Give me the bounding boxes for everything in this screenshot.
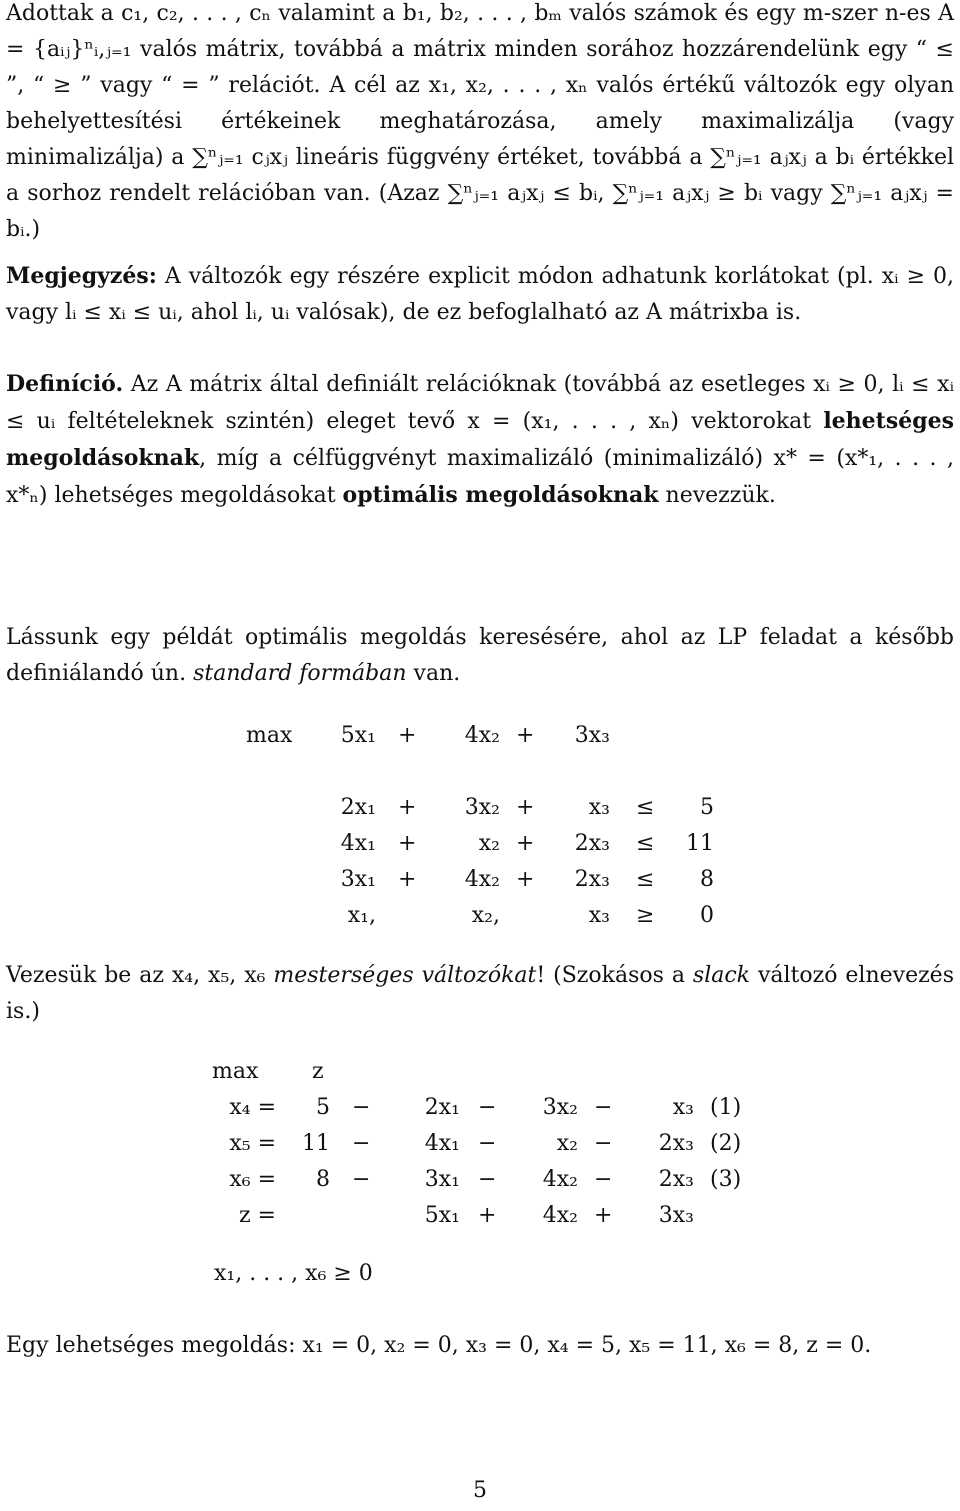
lp1-constraint-row xyxy=(0,862,960,898)
lp2-z: z xyxy=(312,1059,324,1084)
lp2-row xyxy=(0,1162,960,1198)
page-number: 5 xyxy=(473,1478,487,1503)
lp1-constraint-row xyxy=(0,826,960,862)
lp2-r3-op1: − xyxy=(352,1167,371,1192)
lp2-r2-t2: x₂ xyxy=(556,1131,578,1156)
lp2-z-t3: 3x₃ xyxy=(658,1203,694,1228)
lp1-c1-op2: + xyxy=(516,795,535,820)
lp1-c1-rhs: 5 xyxy=(700,795,714,820)
lp2-objective-def-row xyxy=(0,1198,960,1234)
lp2-r1-t2: 3x₂ xyxy=(542,1095,578,1120)
slack-intro-text-1: Vezesük be az x₄, x₅, x₆ xyxy=(6,963,274,988)
lp2-z-lhs: z = xyxy=(238,1203,276,1228)
lp2-r3-lhs: x₆ = xyxy=(229,1167,276,1192)
lp2-r2-const: 11 xyxy=(302,1131,330,1156)
lp1-nn-rhs: 0 xyxy=(700,903,714,928)
lp2-z-t2: 4x₂ xyxy=(542,1203,578,1228)
lp2-z-op2: + xyxy=(478,1203,497,1228)
lp1-c2-op1: + xyxy=(398,831,417,856)
slack-intro-emphasis-2: slack xyxy=(692,963,751,988)
lp1-constraint-row xyxy=(0,790,960,826)
lp1-nonneg-row xyxy=(0,898,960,934)
lp2-nonneg-text: x₁, . . . , x₆ ≥ 0 xyxy=(214,1261,373,1286)
lp2-r1-op2: − xyxy=(478,1095,497,1120)
lp2-r1-op1: − xyxy=(352,1095,371,1120)
lp1-c3-t3: 2x₃ xyxy=(574,867,610,892)
lp2-r1-label: (1) xyxy=(710,1095,742,1120)
lp2-r1-op3: − xyxy=(594,1095,613,1120)
lp1-c3-rel: ≤ xyxy=(636,867,655,892)
intro-paragraph: Adottak a c₁, c₂, . . . , cₙ valamint a b₁, b₂, . . . , bₘ valós számok és egy m-szer n-es A = {aᵢⱼ}ⁿᵢ,ⱼ₌₁ valós mátrix, továbbá a mátrix minden sorához hozzárendelünk egy “ ≤ ”, “ ≥ ” vagy “ = ” relációt. A cél az x₁, x₂, . . . , xₙ valós értékű változók egy olyan behelyettesítési értékeinek meghatározása, amely maximalizálja (vagy minimalizálja) a ∑ⁿⱼ₌₁ cⱼxⱼ lineáris függvény értéket, továbbá a ∑ⁿⱼ₌₁ aⱼxⱼ a bᵢ értékkel a sorhoz rendelt relációban van. (Azaz ∑ⁿⱼ₌₁ aⱼxⱼ ≤ bᵢ, ∑ⁿⱼ₌₁ aⱼxⱼ ≥ bᵢ vagy ∑ⁿⱼ₌₁ aⱼxⱼ = bᵢ.) xyxy=(6,1,954,242)
lp1-c3-t2: 4x₂ xyxy=(464,867,500,892)
lp2-r1-const: 5 xyxy=(316,1095,330,1120)
lp2-r2-op2: − xyxy=(478,1131,497,1156)
lp1-nn-t1: x₁, xyxy=(347,903,376,928)
example-intro-text-2: van. xyxy=(406,661,461,686)
slack-intro-emphasis-1: mesterséges változókat xyxy=(273,963,537,988)
definition-text-2: , míg a célfüggvényt maximalizáló (minimalizáló) x* = (x*₁, . . . , x*ₙ) lehetséges megoldásokat xyxy=(6,446,954,508)
lp2-r3-t3: 2x₃ xyxy=(658,1167,694,1192)
definition-paragraph xyxy=(6,366,954,514)
lp2-r3-t1: 3x₁ xyxy=(424,1167,460,1192)
note-paragraph xyxy=(6,258,954,331)
lp1-obj-term-3: 3x₃ xyxy=(574,723,610,748)
lp1-c1-t2: 3x₂ xyxy=(464,795,500,820)
lp2-r1-t1: 2x₁ xyxy=(424,1095,460,1120)
lp1-c2-op2: + xyxy=(516,831,535,856)
lp1-c2-t3: 2x₃ xyxy=(574,831,610,856)
lp1-c2-rel: ≤ xyxy=(636,831,655,856)
lp-problem-2 xyxy=(0,1054,960,1234)
lp2-r3-const: 8 xyxy=(316,1167,330,1192)
definition-text-1: Az A mátrix által definiált relációknak (továbbá az esetleges xᵢ ≥ 0, lᵢ ≤ xᵢ ≤ uᵢ feltételeknek szintén) eleget tevő x = (x₁, . . . , xₙ) vektorokat xyxy=(6,372,954,434)
solution-paragraph: Egy lehetséges megoldás: x₁ = 0, x₂ = 0, x₃ = 0, x₄ = 5, x₅ = 11, x₆ = 8, z = 0. xyxy=(6,1333,872,1358)
lp2-z-t1: 5x₁ xyxy=(424,1203,460,1228)
note-text: A változók egy részére explicit módon adhatunk korlátokat (pl. xᵢ ≥ 0, vagy lᵢ ≤ xᵢ ≤ uᵢ, ahol lᵢ, uᵢ valósak), de ez befoglalható az A mátrixba is. xyxy=(6,264,954,325)
lp2-r2-t1: 4x₁ xyxy=(424,1131,460,1156)
definition-term-feasible: lehetséges megoldásoknak xyxy=(6,408,954,471)
lp1-obj-op-2: + xyxy=(516,723,535,748)
lp2-r3-t2: 4x₂ xyxy=(542,1167,578,1192)
lp1-nn-t3: x₃ xyxy=(588,903,610,928)
lp1-nn-rel: ≥ xyxy=(636,903,655,928)
lp1-c1-op1: + xyxy=(398,795,417,820)
lp-problem-1 xyxy=(0,718,960,754)
lp2-objective-row xyxy=(0,1054,960,1090)
definition-label: Definíció. xyxy=(6,371,124,397)
lp1-c1-t3: x₃ xyxy=(588,795,610,820)
lp2-r1-t3: x₃ xyxy=(672,1095,694,1120)
lp1-c1-rel: ≤ xyxy=(636,795,655,820)
lp1-c3-rhs: 8 xyxy=(700,867,714,892)
lp2-row xyxy=(0,1090,960,1126)
note-label: Megjegyzés: xyxy=(6,263,157,289)
slack-intro-text-3: változó elnevezés is.) xyxy=(6,963,954,1024)
lp1-obj-op-1: + xyxy=(398,723,417,748)
lp2-r3-op2: − xyxy=(478,1167,497,1192)
lp1-c3-op1: + xyxy=(398,867,417,892)
lp2-row xyxy=(0,1126,960,1162)
lp1-c2-t2: x₂ xyxy=(478,831,500,856)
example-intro-emphasis: standard formában xyxy=(193,661,407,686)
lp1-nn-t2: x₂, xyxy=(471,903,500,928)
lp1-obj-term-2: 4x₂ xyxy=(464,723,500,748)
lp1-c3-op2: + xyxy=(516,867,535,892)
lp2-z-op3: + xyxy=(594,1203,613,1228)
lp2-r1-lhs: x₄ = xyxy=(229,1095,276,1120)
lp1-c1-t1: 2x₁ xyxy=(340,795,376,820)
definition-term-optimal: optimális megoldásoknak xyxy=(342,482,659,508)
lp1-c2-t1: 4x₁ xyxy=(340,831,376,856)
lp2-r3-op3: − xyxy=(594,1167,613,1192)
lp2-max: max xyxy=(212,1059,259,1084)
lp1-c3-t1: 3x₁ xyxy=(340,867,376,892)
lp2-r2-op3: − xyxy=(594,1131,613,1156)
slack-intro-text-2: ! (Szokásos a xyxy=(536,963,693,988)
lp2-r2-op1: − xyxy=(352,1131,371,1156)
lp2-r2-label: (2) xyxy=(710,1131,742,1156)
lp1-objective-row xyxy=(0,718,960,754)
lp2-r3-label: (3) xyxy=(710,1167,742,1192)
lp1-constraints xyxy=(0,790,960,934)
slack-intro-paragraph xyxy=(6,958,954,1030)
lp1-obj-term-1: 5x₁ xyxy=(340,723,376,748)
lp1-c2-rhs: 11 xyxy=(686,831,714,856)
definition-text-3: nevezzük. xyxy=(658,483,776,508)
example-intro-text-1: Lássunk egy példát optimális megoldás keresésére, ahol az LP feladat a később definiálandó ún. xyxy=(6,625,954,686)
lp1-max: max xyxy=(246,723,293,748)
example-intro-paragraph xyxy=(6,620,954,692)
lp2-r2-lhs: x₅ = xyxy=(229,1131,276,1156)
lp2-r2-t3: 2x₃ xyxy=(658,1131,694,1156)
